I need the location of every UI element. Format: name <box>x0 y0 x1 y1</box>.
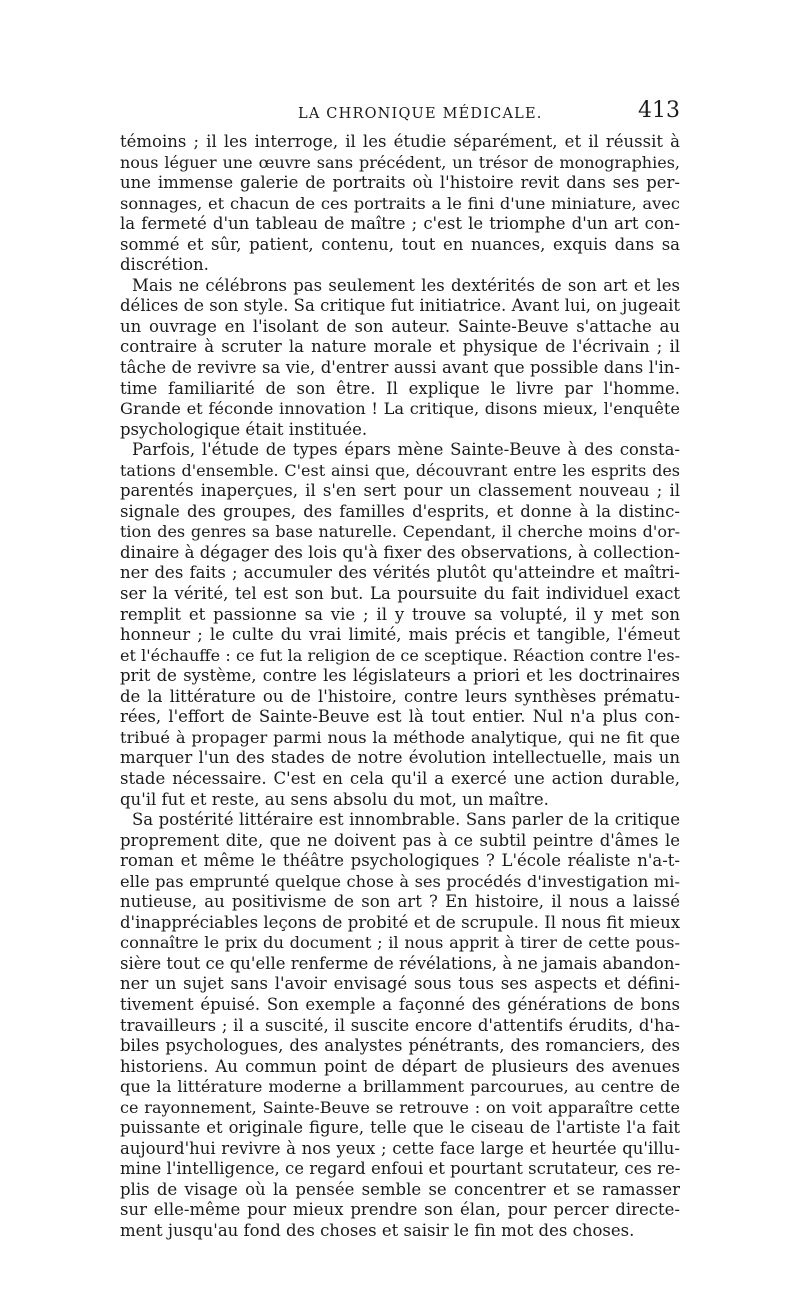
text-line: ment jusqu'au fond des choses et saisir le fin mot des choses. <box>120 1220 635 1240</box>
text-line: stade nécessaire. C'est en cela qu'il a exercé une action durable, <box>120 768 680 788</box>
text-line: time familiarité de son être. Il explique le livre par l'homme. <box>120 378 680 398</box>
text-line: signale des groupes, des familles d'esprits, et donne à la distinc- <box>120 501 680 521</box>
running-header <box>120 96 680 126</box>
text-line: plis de visage où la pensée semble se concentrer et se ramasser <box>120 1179 680 1199</box>
text-line: d'inappréciables leçons de probité et de scrupule. Il nous fit mieux <box>120 912 680 932</box>
text-line: Parfois, l'étude de types épars mène Sainte-Beuve à des consta- <box>132 440 680 460</box>
text-line: discrétion. <box>120 255 209 275</box>
text-line: historiens. Au commun point de départ de plusieurs des avenues <box>120 1056 680 1076</box>
text-line: une immense galerie de portraits où l'histoire revit dans ses per- <box>120 173 680 193</box>
text-line: tivement épuisé. Son exemple a façonné des générations de bons <box>120 994 680 1014</box>
text-line: sière tout ce qu'elle renferme de révélations, à ne jamais abandon- <box>120 953 680 973</box>
text-line: puissante et originale figure, telle que le ciseau de l'artiste l'a fait <box>120 1118 680 1138</box>
text-line: Mais ne célébrons pas seulement les dextérités de son art et les <box>132 275 680 295</box>
text-line: sur elle-même pour mieux prendre son élan, pour percer directe- <box>120 1200 680 1220</box>
text-line: psychologique était instituée. <box>120 419 368 439</box>
text-line: connaître le prix du document ; il nous apprit à tirer de cette pous- <box>120 933 680 953</box>
text-line: elle pas emprunté quelque chose à ses procédés d'investigation mi- <box>120 871 680 891</box>
text-line: la fermeté d'un tableau de maître ; c'est le triomphe d'un art con- <box>120 214 680 234</box>
text-line: que la littérature moderne a brillamment parcourues, au centre de <box>120 1077 680 1097</box>
text-line: Grande et féconde innovation ! La critique, disons mieux, l'enquête <box>120 399 680 419</box>
text-line: sommé et sûr, patient, contenu, tout en nuances, exquis dans sa <box>120 234 680 254</box>
text-line: dinaire à dégager des lois qu'à fixer des observations, à collection- <box>120 542 680 562</box>
text-line: ner un sujet sans l'avoir envisagé sous tous ses aspects et défini- <box>120 974 680 994</box>
text-line: qu'il fut et reste, au sens absolu du mot, un maître. <box>120 789 549 809</box>
text-line: honneur ; le culte du vrai limité, mais précis et tangible, l'émeut <box>120 625 680 645</box>
text-line: roman et même le théâtre psychologiques ? L'école réaliste n'a-t- <box>120 851 680 871</box>
text-line: parentés inaperçues, il s'en sert pour un classement nouveau ; il <box>120 481 680 501</box>
text-line: délices de son style. Sa critique fut initiatrice. Avant lui, on jugeait <box>120 296 680 316</box>
text-line: mine l'intelligence, ce regard enfoui et pourtant scrutateur, ces re- <box>120 1159 680 1179</box>
text-line: et l'échauffe : ce fut la religion de ce sceptique. Réaction contre l'es- <box>120 645 680 665</box>
body-text <box>120 132 680 1242</box>
text-line: tion des genres sa base naturelle. Cependant, il cherche moins d'or- <box>120 522 680 542</box>
text-line: de la littérature ou de l'histoire, contre leurs synthèses prématu- <box>120 686 680 706</box>
text-line: nutieuse, au positivisme de son art ? En histoire, il nous a laissé <box>120 892 680 912</box>
text-line: nous léguer une œuvre sans précédent, un trésor de monographies, <box>120 152 680 172</box>
text-line: biles psychologues, des analystes pénétrants, des romanciers, des <box>120 1036 680 1056</box>
text-line: Sa postérité littéraire est innombrable. Sans parler de la critique <box>132 810 680 830</box>
text-line: ce rayonnement, Sainte-Beuve se retrouve : on voit apparaître cette <box>120 1097 680 1117</box>
text-line: remplit et passionne sa vie ; il y trouve sa volupté, il y met son <box>120 604 680 624</box>
text-line: proprement dite, que ne doivent pas à ce subtil peintre d'âmes le <box>120 830 680 850</box>
text-line: aujourd'hui revivre à nos yeux ; cette face large et heurtée qu'illu- <box>120 1138 680 1158</box>
text-line: rées, l'effort de Sainte-Beuve est là tout entier. Nul n'a plus con- <box>120 707 680 727</box>
text-line: ner des faits ; accumuler des vérités plutôt qu'atteindre et maîtri- <box>120 563 680 583</box>
text-line: tribué à propager parmi nous la méthode analytique, qui ne fit que <box>120 727 680 747</box>
text-line: tations d'ensemble. C'est ainsi que, découvrant entre les esprits des <box>120 460 680 480</box>
text-line: contraire à scruter la nature morale et physique de l'écrivain ; il <box>120 337 680 357</box>
text-line: travailleurs ; il a suscité, il suscite encore d'attentifs érudits, d'ha- <box>120 1015 680 1035</box>
text-line: sonnages, et chacun de ces portraits a le fini d'une miniature, avec <box>120 193 680 213</box>
text-line: marquer l'un des stades de notre évolution intellectuelle, mais un <box>120 748 680 768</box>
text-line: un ouvrage en l'isolant de son auteur. Sainte-Beuve s'attache au <box>120 316 680 336</box>
page-number: 413 <box>638 98 680 123</box>
text-line: tâche de revivre sa vie, d'entrer aussi avant que possible dans l'in- <box>120 358 680 378</box>
text-line: prit de système, contre les législateurs a priori et les doctrinaires <box>120 666 680 686</box>
running-title: LA CHRONIQUE MÉDICALE. <box>298 106 543 122</box>
text-line: ser la vérité, tel est son but. La poursuite du fait individuel exact <box>120 584 680 604</box>
text-line: témoins ; il les interroge, il les étudie séparément, et il réussit à <box>120 132 680 151</box>
